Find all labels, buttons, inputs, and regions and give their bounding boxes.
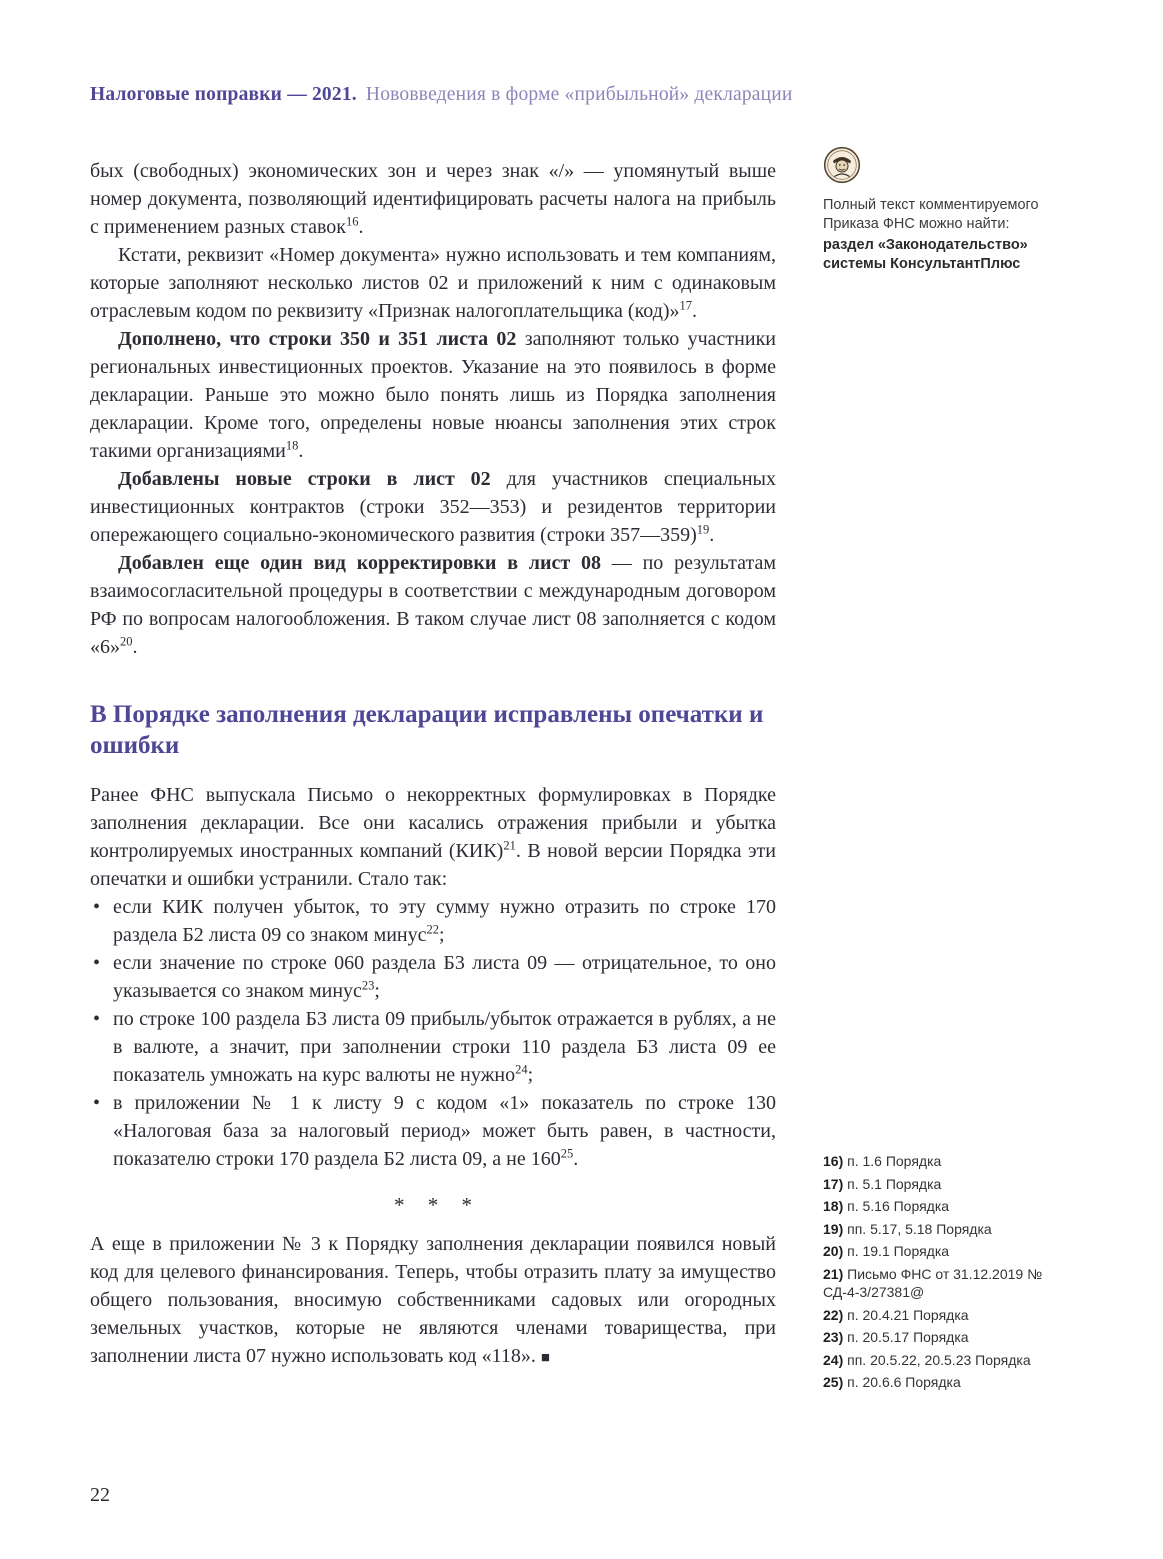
text-segment: . — [358, 216, 364, 238]
header-title: Налоговые поправки — 2021. — [90, 84, 357, 105]
footnote — [823, 1265, 1075, 1302]
text-segment: . — [692, 300, 698, 322]
list-item — [90, 893, 776, 949]
list-item — [90, 949, 776, 1005]
footnote-number: 20) — [823, 1243, 848, 1259]
footnote — [823, 1242, 1075, 1261]
text-segment: ; — [374, 980, 380, 1002]
footnote-text: п. 1.6 Порядка — [847, 1153, 942, 1169]
text-segment: Ранее ФНС выпускала Письмо о некорректных формулировках в Порядке заполнения декларации. Все они касались отражения прибыли и убытка контролируемых иностранных компаний (КИК) — [90, 784, 776, 862]
footnote-number: 17) — [823, 1175, 848, 1192]
text-segment: по строке 100 раздела Б3 листа 09 прибыль/убыток отражается в рублях, а не в валюте, а значит, при заполнении строки 110 раздела Б3 листа 09 ее показатель умножать на курс валюты не нужно — [113, 1008, 776, 1086]
footnote-number: 18) — [823, 1198, 848, 1214]
bullet-list — [90, 893, 776, 1173]
footnote-number: 21) — [823, 1265, 848, 1282]
footnote-text: п. 20.5.17 Порядка — [847, 1329, 969, 1345]
note-text: Полный текст комментируемого Приказа ФНС можно найти: — [823, 197, 1039, 232]
paragraph — [90, 549, 776, 661]
footnote-ref: 25 — [560, 1146, 574, 1161]
footnote-number: 24) — [823, 1351, 848, 1368]
footnote-text: п. 5.16 Порядка — [847, 1198, 950, 1214]
footnote-text: п. 19.1 Порядка — [847, 1243, 950, 1259]
bold-lead-text: Дополнено, что строки 350 и 351 листа 02 — [118, 328, 517, 350]
text-segment: если значение по строке 060 раздела Б3 листа 09 — отрицательное, то оно указывается со знаком минус — [113, 952, 776, 1002]
footnote-ref: 18 — [285, 438, 299, 453]
text-segment: бых (свободных) экономических зон и через знак «/» — упомянутый выше номер документа, позволяющий идентифицировать расчеты налога на прибыль с применением разных ставок — [90, 160, 776, 238]
bold-lead-text: Добавлен еще один вид корректировки в лист 08 — [118, 552, 602, 574]
list-item — [90, 1089, 776, 1173]
text-segment: . — [709, 524, 715, 546]
footnote-text: пп. 5.17, 5.18 Порядка — [847, 1220, 992, 1237]
footnote — [823, 1351, 1075, 1370]
footnote-text: п. 20.4.21 Порядка — [847, 1306, 969, 1323]
text-segment: ; — [439, 924, 445, 946]
footnote-text: п. 5.1 Порядка — [847, 1175, 942, 1192]
paragraph — [90, 157, 776, 241]
text-segment: Кстати, реквизит «Номер документа» нужно использовать и тем компаниям, которые заполняют несколько листов 02 и приложений к ним с одинаковым отраслевым кодом по реквизиту «Признак налогоплательщика (код)» — [90, 244, 776, 322]
paragraph — [90, 241, 776, 325]
running-header — [90, 84, 793, 106]
article-column — [90, 157, 776, 1372]
section-heading: В Порядке заполнения декларации исправлены опечатки и ошибки — [90, 701, 764, 759]
footnote-ref: 20 — [120, 634, 133, 649]
footnote-number: 23) — [823, 1329, 848, 1345]
footnote-ref: 17 — [679, 298, 693, 313]
footnote — [823, 1175, 1075, 1194]
footnote-number: 16) — [823, 1153, 848, 1169]
paragraph — [90, 781, 776, 893]
text-segment: для участников специальных инвестиционных контрактов (строки 352—353) и резидентов территории опережающего социально-экономического развития (строки 357—359) — [90, 468, 776, 546]
footnote — [823, 1328, 1075, 1347]
footnote-number: 19) — [823, 1220, 848, 1237]
paragraph — [90, 465, 776, 549]
text-segment: . — [298, 440, 304, 462]
footnote — [823, 1152, 1075, 1171]
text-segment: — по результатам взаимосогласительной процедуры в соответствии с международным договором РФ по вопросам налогообложения. В таком случае лист 08 заполняется с кодом «6» — [90, 552, 776, 658]
footnote-text: Письмо ФНС от 31.12.2019 № СД-4-3/27381@ — [823, 1265, 1043, 1300]
footnote-text: пп. 20.5.22, 20.5.23 Порядка — [847, 1351, 1031, 1368]
footnote — [823, 1197, 1075, 1216]
footnote-list — [823, 1152, 1075, 1396]
footnote-number: 22) — [823, 1306, 848, 1323]
page-number: 22 — [90, 1484, 110, 1506]
text-segment: в приложении № 1 к листу 9 с кодом «1» показатель по строке 130 «Налоговая база за налоговый период» может быть равен, в частности, показателю строки 170 раздела Б2 листа 09, а не 160 — [113, 1092, 776, 1170]
footnote-ref: 19 — [696, 522, 710, 537]
text-segment: если КИК получен убыток, то эту сумму нужно отразить по строке 170 раздела Б2 листа 09 со знаком минус — [113, 896, 776, 946]
note-link: раздел «Законодательство» системы КонсультантПлюс — [823, 237, 1028, 272]
commentary-author-icon — [823, 146, 861, 184]
footnote-ref: 21 — [503, 838, 516, 853]
footnote-ref: 16 — [346, 214, 359, 229]
footnote-ref: 22 — [426, 922, 440, 937]
paragraph — [90, 325, 776, 465]
text-segment: А еще в приложении № 3 к Порядку заполнения декларации появился новый код для целевого финансирования. Теперь, чтобы отразить плату за имущество общего пользования, вносимую собственниками садовых или огородных земельных участков, которые не являются членами товарищества, при заполнении листа 07 нужно использовать код «118». — [90, 1233, 776, 1367]
list-item — [90, 1005, 776, 1089]
footnote-text: п. 20.6.6 Порядка — [847, 1374, 961, 1390]
paragraph — [90, 1230, 776, 1372]
sidebar-note — [823, 146, 1075, 274]
section-separator: * * * — [394, 1193, 481, 1217]
text-segment: ; — [527, 1064, 534, 1086]
end-of-article-mark: ■ — [540, 1350, 550, 1366]
text-segment: заполняют только участники региональных инвестиционных проектов. Указание на это появилось в форме декларации. Раньше это можно было понять лишь из Порядка заполнения декларации. Кроме того, определены новые нюансы заполнения этих строк такими организациями — [90, 328, 776, 462]
footnote-ref: 24 — [515, 1062, 528, 1077]
footnote-ref: 23 — [361, 978, 375, 993]
footnote — [823, 1306, 1075, 1325]
bold-lead-text: Добавлены новые строки в лист 02 — [118, 468, 491, 490]
text-segment: . — [573, 1148, 579, 1170]
header-subtitle: Нововведения в форме «прибыльной» декларации — [365, 84, 793, 105]
footnote — [823, 1220, 1075, 1239]
footnote — [823, 1373, 1075, 1392]
footnote-number: 25) — [823, 1374, 848, 1390]
text-segment: . В новой версии Порядка эти опечатки и ошибки устранили. Стало так: — [90, 840, 776, 890]
text-segment: . — [132, 636, 138, 658]
